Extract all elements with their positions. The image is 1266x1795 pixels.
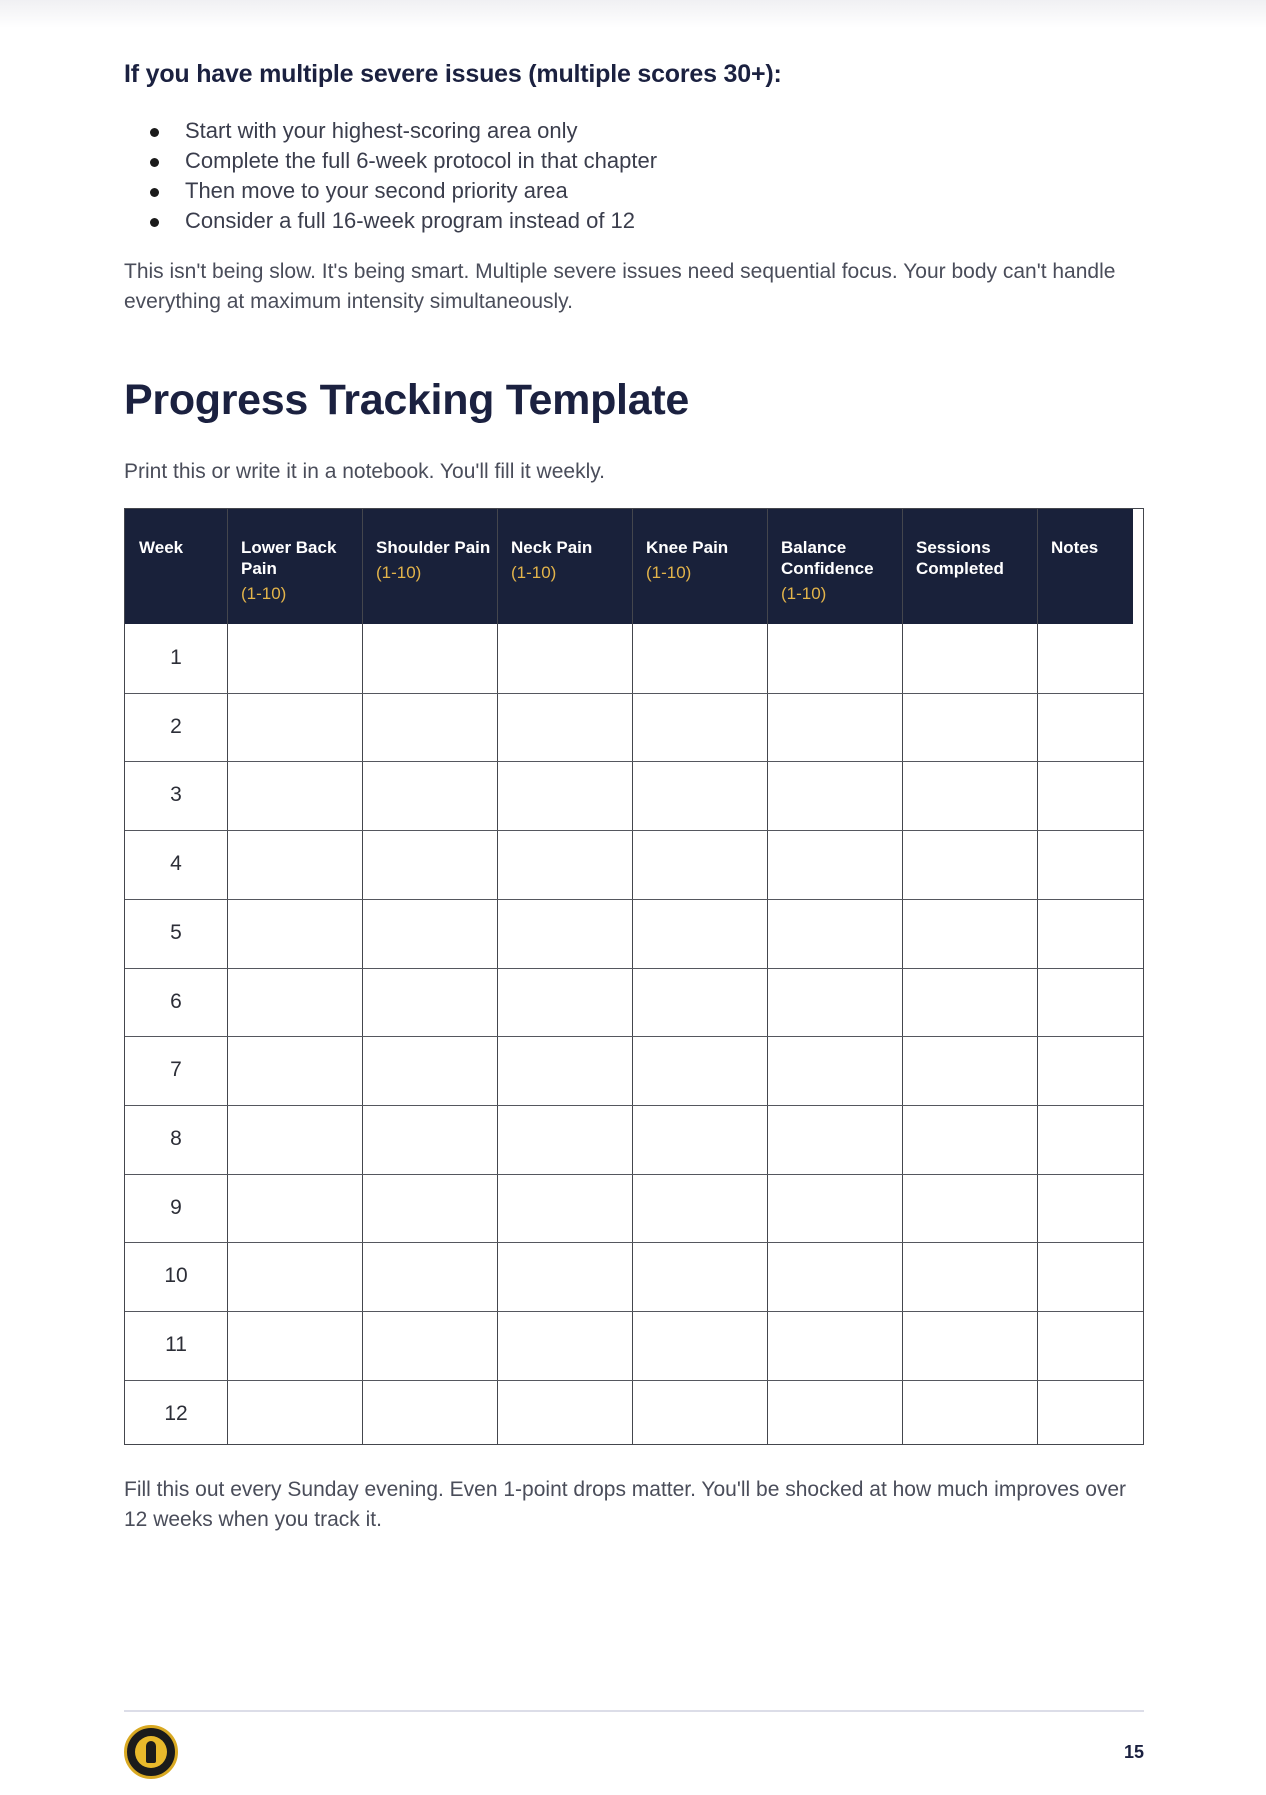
table-row-week-number: 12 <box>164 1401 188 1425</box>
table-row-week-number: 3 <box>170 783 182 807</box>
bullet-dot <box>150 128 159 137</box>
column-header-knee-pain: Knee Pain (1-10) <box>646 538 729 582</box>
column-header-balance-confidence: Balance Confidence (1-10) <box>781 538 874 603</box>
row-divider <box>125 1380 1143 1381</box>
row-divider <box>125 1311 1143 1312</box>
severe-issues-heading: If you have multiple severe issues (multiple scores 30+): <box>124 60 782 88</box>
column-divider <box>362 509 363 1444</box>
list-item: Start with your highest-scoring area only <box>124 116 657 146</box>
column-header-shoulder-pain: Shoulder Pain (1-10) <box>376 538 491 582</box>
row-divider <box>125 1174 1143 1175</box>
table-row-week-number: 4 <box>170 852 182 876</box>
column-header-week: Week <box>139 538 184 557</box>
row-divider <box>125 1242 1143 1243</box>
tracking-intro: Print this or write it in a notebook. You'll fill it weekly. <box>124 460 606 483</box>
table-row-week-number: 9 <box>170 1195 182 1219</box>
table-row-week-number: 5 <box>170 920 182 944</box>
brand-logo-icon <box>124 1725 178 1779</box>
list-item: Consider a full 16-week program instead of 12 <box>124 206 657 236</box>
column-divider <box>632 509 633 1444</box>
bullet-dot <box>150 188 159 197</box>
column-divider <box>902 509 903 1444</box>
column-header-neck-pain: Neck Pain (1-10) <box>511 538 593 582</box>
page-title: Progress Tracking Template <box>124 376 689 424</box>
row-divider <box>125 1036 1143 1037</box>
table-row-week-number: 8 <box>170 1126 182 1150</box>
table-row-week-number: 2 <box>170 714 182 738</box>
tracking-footnote: Fill this out every Sunday evening. Even 1-point drops matter. You'll be shocked at how much improves over 12 weeks when you track it. <box>124 1478 1127 1531</box>
top-edge-shadow <box>0 0 1266 28</box>
bullet-dot <box>150 158 159 167</box>
column-divider <box>227 509 228 1444</box>
table-header <box>125 509 1133 624</box>
footer-divider <box>124 1710 1144 1712</box>
column-header-sessions-completed: Sessions Completed <box>916 538 1004 578</box>
row-divider <box>125 1105 1143 1106</box>
column-divider <box>497 509 498 1444</box>
column-header-lower-back-pain: Lower Back Pain (1-10) <box>241 538 337 603</box>
severe-issues-paragraph: This isn't being slow. It's being smart. Multiple severe issues need sequential focus. Your body can't handle everything at maximum intensity simultaneously. <box>124 260 1116 313</box>
list-item: Complete the full 6-week protocol in that chapter <box>124 146 657 176</box>
table-row-week-number: 10 <box>164 1264 188 1288</box>
column-divider <box>767 509 768 1444</box>
bullet-dot <box>150 218 159 227</box>
row-divider <box>125 693 1143 694</box>
table-row-week-number: 1 <box>170 646 182 669</box>
page-number: 15 <box>1124 1742 1145 1762</box>
column-header-notes: Notes <box>1051 538 1099 557</box>
list-item: Then move to your second priority area <box>124 176 657 206</box>
row-divider <box>125 899 1143 900</box>
row-divider <box>125 761 1143 762</box>
row-divider <box>125 968 1143 969</box>
table-row-week-number: 6 <box>170 989 182 1013</box>
column-divider <box>1037 509 1038 1444</box>
row-divider <box>125 830 1143 831</box>
progress-tracking-table <box>124 508 1144 1445</box>
table-row-week-number: 11 <box>165 1333 187 1356</box>
table-row-week-number: 7 <box>170 1058 182 1082</box>
severe-issues-list <box>124 116 657 236</box>
